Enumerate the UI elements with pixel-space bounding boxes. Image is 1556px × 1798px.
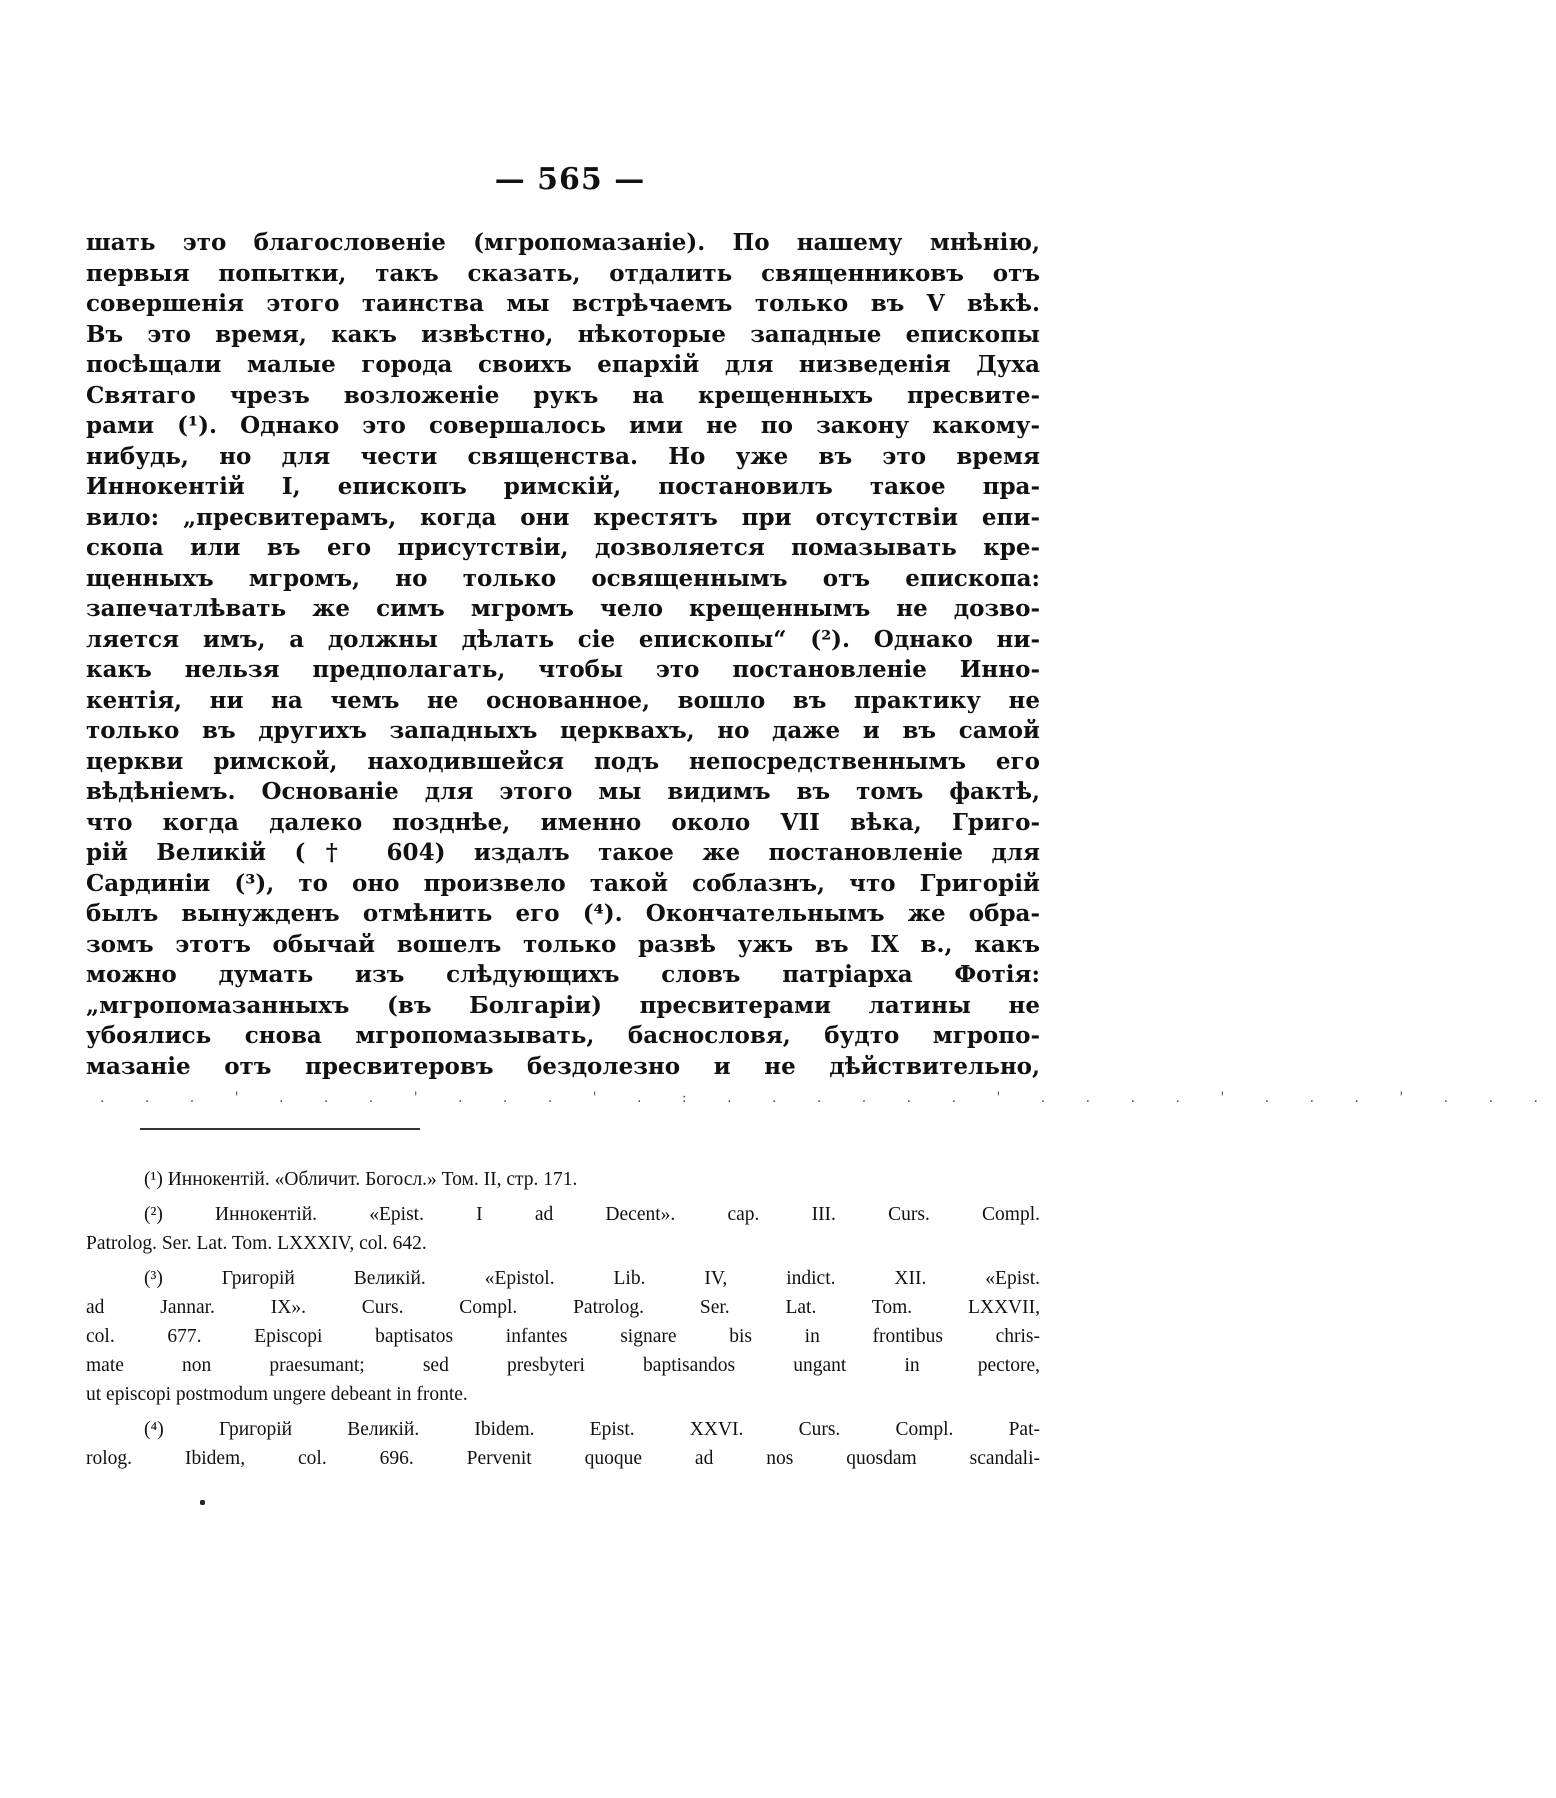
body-line: Иннокентій I, епископъ римскій, постановилъ такое пра- <box>86 473 1040 500</box>
scan-speck <box>200 1500 205 1505</box>
scan-noise-dots: . . . ' . . . ' . . . ' . : . . . . . . ' . . . . ' . . . ' . . . <box>100 1090 1556 1106</box>
footnotes <box>86 1165 1040 1479</box>
body-line: шать это благословеніе (мгропомазаніе). По нашему мнѣнію, <box>86 229 1040 256</box>
body-line: какъ нельзя предполагать, чтобы это постановленіе Инно- <box>86 656 1040 683</box>
body-line: Въ это время, какъ извѣстно, нѣкоторые западные епископы <box>86 320 1040 348</box>
body-line: зомъ этотъ обычай вошелъ только развѣ ужъ въ IX в., какъ <box>86 930 1040 958</box>
footnote-2 <box>86 1200 1040 1258</box>
footnote-line: rolog. Ibidem, col. 696. Pervenit quoque ad nos quosdam scandali- <box>86 1448 1040 1469</box>
body-line: скопа или въ его присутствіи, дозволяется помазывать кре- <box>86 534 1040 561</box>
footnote-4 <box>86 1415 1040 1473</box>
footnote-line: ut episcopi postmodum ungere debeant in fronte. <box>86 1384 468 1405</box>
body-line: совершенія этого таинства мы встрѣчаемъ только въ V вѣкѣ. <box>86 290 1040 317</box>
footnote-line: col. 677. Episcopi baptisatos infantes signare bis in frontibus chris- <box>86 1326 1040 1347</box>
body-line: церкви римской, находившейся подъ непосредственнымъ его <box>86 747 1040 775</box>
body-line: можно думать изъ слѣдующихъ словъ патріарха Фотія: <box>86 961 1040 988</box>
footnote-divider <box>140 1128 420 1130</box>
body-line: ляется имъ, а должны дѣлать сіе епископы“ (²). Однако ни- <box>86 625 1040 653</box>
body-line: кентія, ни на чемъ не основанное, вошло въ практику не <box>86 686 1040 714</box>
footnote-line: (⁴) Григорій Великій. Ibidem. Epist. XXVI. Curs. Compl. Pat- <box>144 1419 1040 1440</box>
body-line: убоялись снова мгропомазывать, баснословя, будто мгропо- <box>86 1022 1040 1049</box>
body-line: посѣщали малые города своихъ епархій для низведенія Духа <box>86 351 1040 378</box>
body-text <box>86 228 1040 1082</box>
body-line: „мгропомазанныхъ (въ Болгаріи) пресвитерами латины не <box>86 991 1040 1019</box>
body-line: вѣдѣніемъ. Основаніе для этого мы видимъ въ томъ фактѣ, <box>86 778 1040 805</box>
footnote-line: (¹) Иннокентій. «Обличит. Богосл.» Том. II, стр. 171. <box>144 1169 578 1190</box>
body-line: Сардиніи (³), то оно произвело такой соблазнъ, что Григорій <box>86 869 1040 897</box>
footnote-line: Patrolog. Ser. Lat. Tom. LXXXIV, col. 642. <box>86 1233 427 1254</box>
body-line: только въ другихъ западныхъ церквахъ, но даже и въ самой <box>86 717 1040 744</box>
body-line: рами (¹). Однако это совершалось ими не по закону какому- <box>86 412 1040 439</box>
body-line: былъ вынужденъ отмѣнить его (⁴). Окончательнымъ же обра- <box>86 900 1040 927</box>
footnote-line: (²) Иннокентій. «Epist. I ad Decent». cap. III. Curs. Compl. <box>144 1204 1040 1225</box>
body-line: первыя попытки, такъ сказать, отдалить священниковъ отъ <box>86 259 1040 287</box>
body-line: что когда далеко позднѣе, именно около VII вѣка, Григо- <box>86 808 1040 836</box>
footnote-line: (³) Григорій Великій. «Epistol. Lib. IV, indict. XII. «Epist. <box>144 1268 1040 1289</box>
body-line: Святаго чрезъ возложеніе рукъ на крещенныхъ пресвите- <box>86 381 1040 409</box>
page-number: — 565 — <box>494 162 646 197</box>
footnote-line: mate non praesumant; sed presbyteri baptisandos ungant in pectore, <box>86 1355 1040 1376</box>
footnote-line: ad Jannar. IX». Curs. Compl. Patrolog. Ser. Lat. Tom. LXXVII, <box>86 1297 1040 1318</box>
body-line: щенныхъ мгромъ, но только освященнымъ отъ епископа: <box>86 564 1040 592</box>
body-line: запечатлѣвать же симъ мгромъ чело крещеннымъ не дозво- <box>86 595 1040 622</box>
body-line: нибудь, но для чести священства. Но уже въ это время <box>86 442 1040 470</box>
footnote-1 <box>86 1165 1040 1194</box>
body-line: рій Великій († 604) издалъ такое же постановленіе для <box>86 839 1040 866</box>
footnote-3 <box>86 1264 1040 1409</box>
body-line: вило: „пресвитерамъ, когда они крестятъ при отсутствіи епи- <box>86 503 1040 531</box>
body-line: мазаніе отъ пресвитеровъ бездолезно и не дѣйствительно, <box>86 1052 1040 1080</box>
